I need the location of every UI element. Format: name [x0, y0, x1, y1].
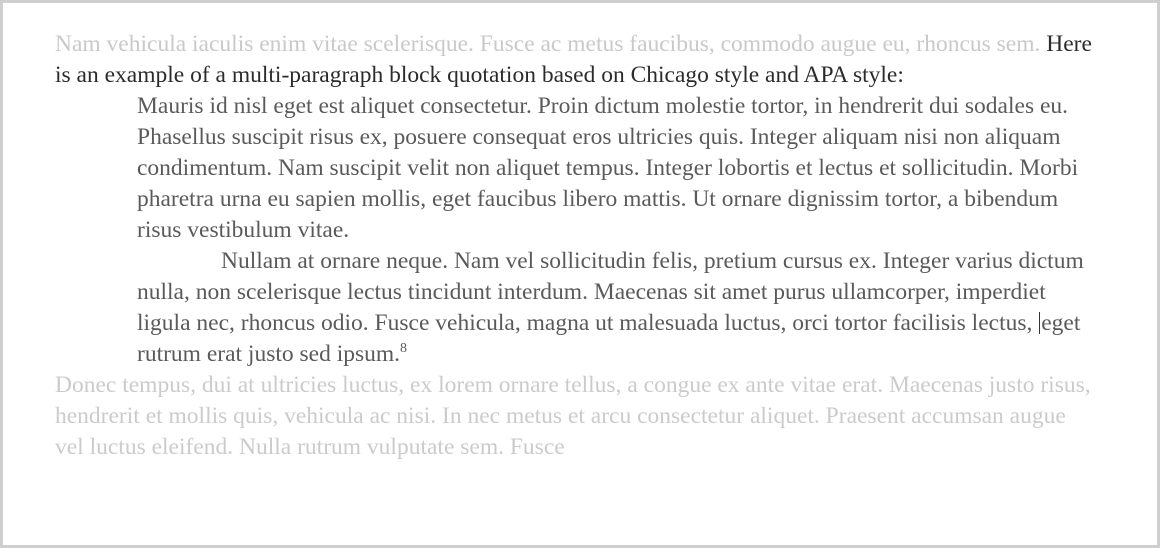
block-quotation[interactable] [137, 91, 1095, 370]
blockquote-paragraph-1[interactable]: Mauris id nisl eget est aliquet consectetur. Proin dictum molestie tortor, in hendrerit dui sodales eu. Phasellus suscipit risus ex, posuere consequat eros ultricies quis. Integer aliquam nisi non aliquam condimentum. Nam suscipit velit non aliquet tempus. Integer lobortis et lectus et sollicitudin. Morbi pharetra urna eu sapien mollis, eget faucibus libero mattis. Ut ornare dignissim tortor, a bibendum risus vestibulum vitae. [137, 93, 1079, 243]
paragraph-trailing-text: Donec tempus, dui at ultricies luctus, ex lorem ornare tellus, a congue ex ante vitae erat. Maecenas justo risus, hendrerit et mollis quis, vehicula ac nisi. In nec metus et arcu consectetur aliquet. Praesent accumsan augue vel luctus eleifend. Nulla rutrum vulputate sem. Fusce [55, 372, 1091, 460]
footnote-reference-marker[interactable]: 8 [400, 341, 408, 357]
blockquote-paragraph-2[interactable] [137, 246, 1095, 370]
document-body [55, 29, 1095, 463]
paragraph-lead-intro-text: Here is an example of a multi-paragraph block quotation based on Chicago style and APA style: [55, 31, 1092, 88]
paragraph-trailing[interactable] [55, 370, 1095, 463]
paragraph-lead[interactable] [55, 29, 1095, 91]
blockquote-paragraph-2-text-after-cursor: eget rutrum erat justo sed ipsum. [137, 310, 1081, 367]
blockquote-paragraph-2-text-before-cursor: Nullam at ornare neque. Nam vel sollicitudin felis, pretium cursus ex. Integer varius dictum nulla, non scelerisque lectus tincidunt interdum. Maecenas sit amet purus ullamcorper, imperdiet ligula nec, rhoncus odio. Fusce vehicula, magna ut malesuada luctus, orci tortor facilisis lectus, [137, 248, 1084, 336]
paragraph-lead-faded-text: Nam vehicula iaculis enim vitae scelerisque. Fusce ac metus faucibus, commodo augue eu, rhoncus sem. [55, 31, 1047, 57]
document-page [3, 3, 1157, 545]
